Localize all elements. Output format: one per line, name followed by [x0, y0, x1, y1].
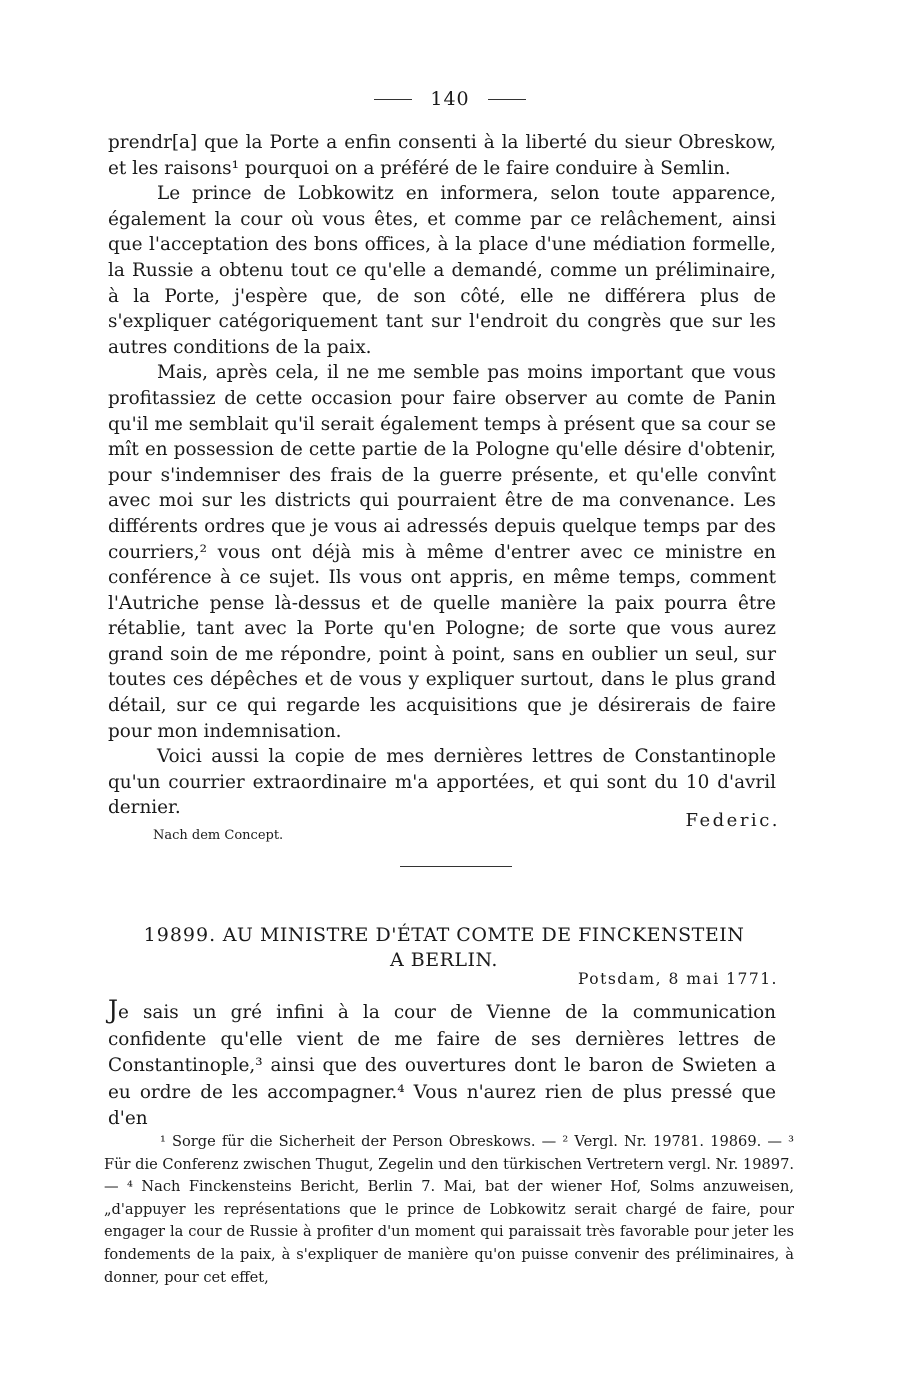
- signature: Federic.: [685, 810, 780, 831]
- source-note: Nach dem Concept.: [153, 828, 284, 843]
- date: 8 mai 1771.: [668, 970, 778, 988]
- page-header: [0, 88, 900, 110]
- heading-line-2: A BERLIN.: [390, 949, 498, 971]
- footnotes: [104, 1131, 794, 1289]
- heading-line-1: [108, 923, 780, 948]
- header-rule-left: [374, 99, 412, 100]
- paragraph: Le prince de Lobkowitz en informera, selon toute apparence, également la cour où vous êtes, et comme par ce relâchement, ainsi que l'acceptation des bons offices, à la place d'une médiation formelle, la Russie a obtenu tout ce qu'elle a demandé, comme un préliminaire, à la Porte, j'espère que, de son côté, elle ne différera plus de s'expliquer catégoriquement tant sur l'endroit du congrès que sur les autres conditions de la paix.: [108, 183, 776, 358]
- paragraph-continuation: prendr[a] que la Porte a enfin consenti à la liberté du sieur Obreskow, et les raisons¹ pourquoi on a préféré de le faire conduire à Semlin.: [108, 132, 776, 179]
- heading-recipient: AU MINISTRE D'ÉTAT COMTE DE FINCKENSTEIN: [222, 924, 745, 946]
- paragraph: Voici aussi la copie de mes dernières lettres de Constantinople qu'un courrier extraordinaire m'a apportées, et qui sont du 10 d'avril dernier.: [108, 746, 776, 819]
- header-rule-right: [488, 99, 526, 100]
- section-divider: [400, 866, 512, 867]
- letter-body: [108, 130, 776, 821]
- letter-text: e sais un gré infini à la cour de Vienne de la communication confidente qu'elle vient de me faire de ses dernières lettres de Constantinople,³ ainsi que des ouvertures dont le baron de Swieten a eu ordre de les accompagner.⁴ Vous n'aurez rien de plus pressé que d'en: [108, 1002, 776, 1129]
- letter-body-2: [108, 997, 776, 1133]
- paragraph: Mais, après cela, il ne me semble pas moins important que vous profitassiez de cette occasion pour faire observer au comte de Panin qu'il me semblait qu'il serait également temps à présent que sa cour se mît en possession de cette partie de la Pologne qu'elle désire d'obtenir, pour s'indemniser des frais de la guerre présente, et qu'elle convînt avec moi sur les districts qui pourraient être de ma convenance. Les différents ordres que je vous ai adressés depuis quelque temps par des courriers,² vous ont déjà mis à même d'entrer avec ce ministre en conférence à ce sujet. Ils vous ont appris, en même temps, comment l'Autriche pense là-dessus et de quelle manière la paix pourra être rétablie, tant avec la Porte qu'en Pologne; de sorte que vous aurez grand soin de me répondre, point à point, sans en oublier un seul, sur toutes ces dépêches et de vous y expliquer surtout, dans le plus grand détail, sur ce qui regarde les acquisitions que je désirerais de faire pour mon indemnisation.: [108, 362, 776, 742]
- place: Potsdam,: [577, 970, 663, 988]
- page-number: 140: [430, 88, 470, 110]
- footnote-text: ¹ Sorge für die Sicherheit der Person Obreskows. — ² Vergl. Nr. 19781. 19869. — ³ Für die Conferenz zwischen Thugut, Zegelin und den türkischen Vertretern vergl. Nr. 19897. — ⁴ Nach Finckensteins Bericht, Berlin 7. Mai, bat der wiener Hof, Solms anzuweisen, „d'appuyer les représentations que le prince de Lobkowitz serait chargé de faire, pour engager la cour de Russie à profiter d'un moment qui paraissait très favorable pour jeter les fondements de la paix, à s'expliquer de manière qu'on puisse convenir des préliminaires, à donner, pour cet effet,: [104, 1133, 794, 1286]
- document-heading: [108, 923, 780, 973]
- initial-letter: J: [108, 995, 119, 1024]
- place-date: [578, 970, 778, 988]
- document-number: 19899.: [143, 924, 217, 946]
